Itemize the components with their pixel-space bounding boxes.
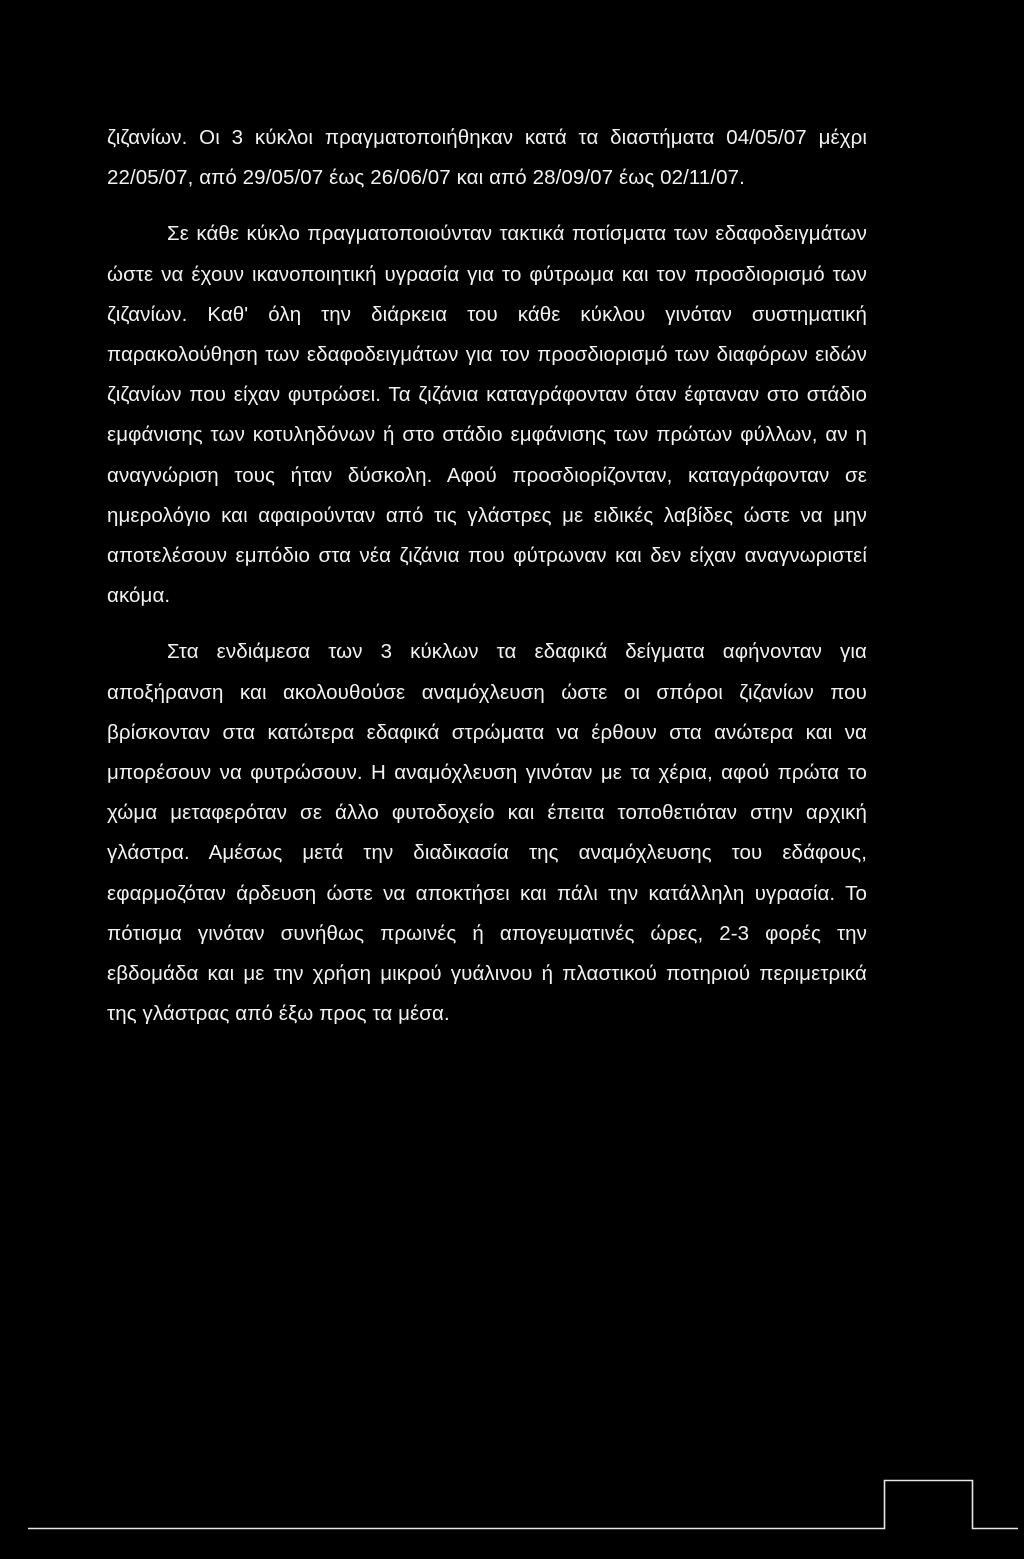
- paragraph-soil-turning: Στα ενδιάμεσα των 3 κύκλων τα εδαφικά δείγματα αφήνονταν για αποξήρανση και ακολουθούσε αναμόχλευση ώστε οι σπόροι ζιζανίων που βρίσκονταν στα κατώτερα εδαφικά στρώματα να έρθουν στα ανώτερα και να μπορέσουν να φυτρώσουν. Η αναμόχλευση γινόταν με τα χέρια, αφού πρώτα το χώμα μεταφερόταν σε άλλο φυτοδοχείο και έπειτα τοποθετιόταν στην αρχική γλάστρα. Αμέσως μετά την διαδικασία της αναμόχλευσης του εδάφους, εφαρμοζόταν άρδευση ώστε να αποκτήσει και πάλι την κατάλληλη υγρασία. Το πότισμα γινόταν συνήθως πρωινές ή απογευματινές ώρες, 2-3 φορές την εβδομάδα και με την χρήση μικρού γυάλινου ή πλαστικού ποτηριού περιμετρικά της γλάστρας από έξω προς τα μέσα.: [107, 640, 867, 1026]
- paragraph-continuation: ζιζανίων. Οι 3 κύκλοι πραγματοποιήθηκαν κατά τα διαστήματα 04/05/07 μέχρι 22/05/07, από 29/05/07 έως 26/06/07 και από 28/09/07 έως 02/11/07.: [107, 126, 867, 190]
- paragraph-weed-recording: Σε κάθε κύκλο πραγματοποιούνταν τακτικά ποτίσματα των εδαφοδειγμάτων ώστε να έχουν ικανοποιητική υγρασία για το φύτρωμα και τον προσδιορισμό των ζιζανίων. Καθ' όλη την διάρκεια του κάθε κύκλου γινόταν συστηματική παρακολούθηση των εδαφοδειγμάτων για τον προσδιορισμό των διαφόρων ειδών ζιζανίων που είχαν φυτρώσει. Τα ζιζάνια καταγράφονταν όταν έφταναν στο στάδιο εμφάνισης των κοτυληδόνων ή στο στάδιο εμφάνισης των πρώτων φύλλων, αν η αναγνώριση τους ήταν δύσκολη. Αφού προσδιορίζονταν, καταγράφονταν σε ημερολόγιο και αφαιρούνταν από τις γλάστρες με ειδικές λαβίδες ώστε να μην αποτελέσουν εμπόδιο στα νέα ζιζάνια που φύτρωναν και δεν είχαν αναγνωριστεί ακόμα.: [107, 222, 867, 608]
- body-text: [107, 118, 867, 1034]
- footer-rule-line: [28, 1481, 1018, 1529]
